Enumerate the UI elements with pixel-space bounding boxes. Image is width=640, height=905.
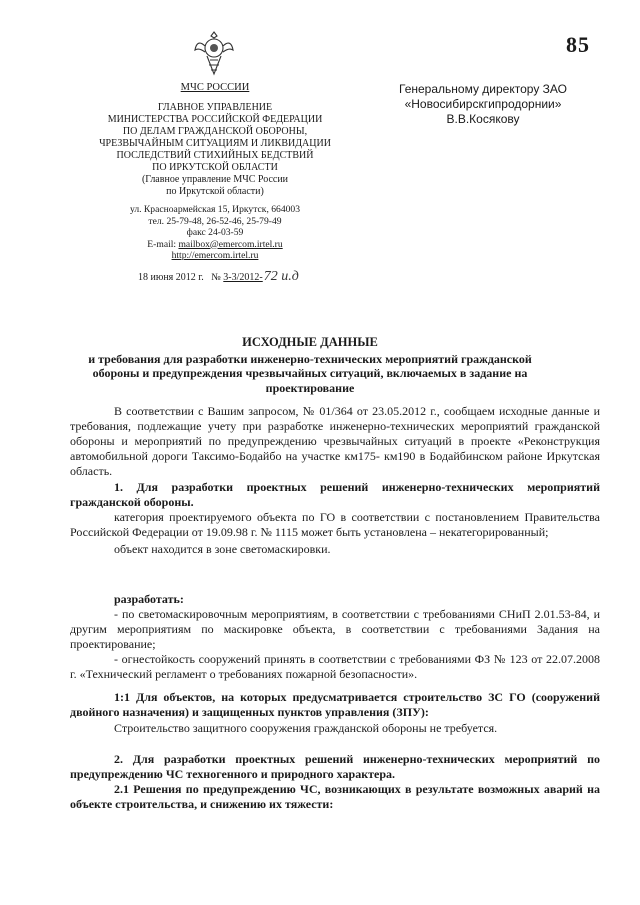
- letterhead-line: ПОСЛЕДСТВИЙ СТИХИЙНЫХ БЕДСТВИЙ: [116, 150, 314, 161]
- develop-paragraph: - по светомаскировочным мероприятиям, в соответствии с требованиями СНиП 2.01.53-84, и другим мероприятиям по маскировке объекта, в соответствии с требованиями Задания на проектирование;: [70, 607, 600, 651]
- section-1-1-paragraph: Строительство защитного сооружения гражданской обороны не требуется.: [114, 721, 498, 735]
- section-1-heading: 1. Для разработки проектных решений инженерно-технических мероприятий гражданской обороны.: [70, 480, 600, 509]
- develop-paragraph: - огнестойкость сооружений принять в соответствии с требованиями ФЗ № 123 от 22.07.2008 г. «Технический регламент о требованиях пожарной безопасности».: [70, 652, 600, 681]
- section-2-heading: 2. Для разработки проектных решений инженерно-технических мероприятий по предупреждению ЧС техногенного и природного характера.: [70, 752, 600, 781]
- recipient-line: Генеральному директору ЗАО: [399, 82, 567, 96]
- body-section-1: [70, 404, 600, 557]
- section-1-1-heading: 1:1 Для объектов, на которых предусматривается строительство ЗС ГО (сооружений двойного назначения) и защищенных пунктов управления (ЗПУ):: [70, 690, 600, 719]
- phones: тел. 25-79-48, 26-52-46, 25-79-49: [148, 215, 282, 227]
- email-line: [90, 239, 340, 251]
- section-1-paragraph: категория проектируемого объекта по ГО в соответствии с постановлением Правительства Российской Федерации от 19.09.98 г. № 1115 может быть установлена – некатегорированный;: [70, 510, 600, 539]
- address: ул. Красноармейская 15, Иркутск, 664003: [129, 204, 301, 215]
- handwritten-number: 72 и.д: [263, 269, 299, 284]
- letter-number-label: №: [211, 272, 221, 283]
- org-short-name: МЧС РОССИИ: [180, 82, 250, 93]
- letterhead-line: МИНИСТЕРСТВА РОССИЙСКОЙ ФЕДЕРАЦИИ: [107, 114, 323, 125]
- recipient-block: [378, 82, 588, 127]
- letter-reference: [138, 269, 299, 285]
- letterhead-line: ПО ИРКУТСКОЙ ОБЛАСТИ: [152, 162, 278, 173]
- page-number: 85: [566, 32, 590, 57]
- fax: факс 24-03-59: [186, 227, 244, 238]
- letterhead-line: (Главное управление МЧС России: [141, 174, 289, 185]
- website-link[interactable]: http://emercom.irtel.ru: [171, 250, 259, 261]
- letterhead-line: ЧРЕЗВЫЧАЙНЫМ СИТУАЦИЯМ И ЛИКВИДАЦИИ: [99, 138, 331, 149]
- letter-date: 18 июня 2012 г.: [138, 272, 204, 283]
- intro-paragraph: В соответствии с Вашим запросом, № 01/364 от 23.05.2012 г., сообщаем исходные данные и требования, подлежащие учету при разработке инженерно-технических мероприятий гражданской обороны и мероприятий по предупреждению чрезвычайных ситуаций в проекте «Реконструкция автомобильной дороги Таксимо-Бодайбо на участке км175- км190 в Бодайбинском районе Иркутская область.: [70, 404, 600, 478]
- letterhead-line: ПО ДЕЛАМ ГРАЖДАНСКОЙ ОБОРОНЫ,: [122, 126, 308, 137]
- letter-number: 3-3/2012-: [223, 272, 263, 283]
- letterhead: [90, 82, 340, 198]
- body-section-1-1: [70, 690, 600, 736]
- email-label: E-mail:: [147, 238, 179, 250]
- title-subheading: и требования для разработки инженерно-технических мероприятий гражданской обороны и предупреждения чрезвычайных ситуаций, включаемых в задание на проектирование: [88, 351, 532, 395]
- recipient-line: «Новосибирскгипродорнии»: [404, 97, 562, 111]
- letterhead-line: по Иркутской области): [166, 186, 264, 197]
- section-2-1-heading: 2.1 Решения по предупреждению ЧС, возникающих в результате возможных аварий на объекте строительства, и снижению их тяжести:: [70, 782, 600, 811]
- email-link[interactable]: mailbox@emercom.irtel.ru: [178, 238, 283, 250]
- document-title: [80, 335, 540, 395]
- body-section-2: [70, 752, 600, 812]
- develop-label: разработать:: [114, 592, 184, 606]
- emblem-icon: [193, 28, 235, 78]
- title-heading: ИСХОДНЫЕ ДАННЫЕ: [242, 335, 378, 349]
- contacts: [90, 204, 340, 262]
- letterhead-line: ГЛАВНОЕ УПРАВЛЕНИЕ: [157, 102, 273, 113]
- section-1-paragraph: объект находится в зоне светомаскировки.: [114, 542, 331, 556]
- recipient-line: В.В.Косякову: [446, 112, 520, 126]
- body-section-develop: [70, 592, 600, 682]
